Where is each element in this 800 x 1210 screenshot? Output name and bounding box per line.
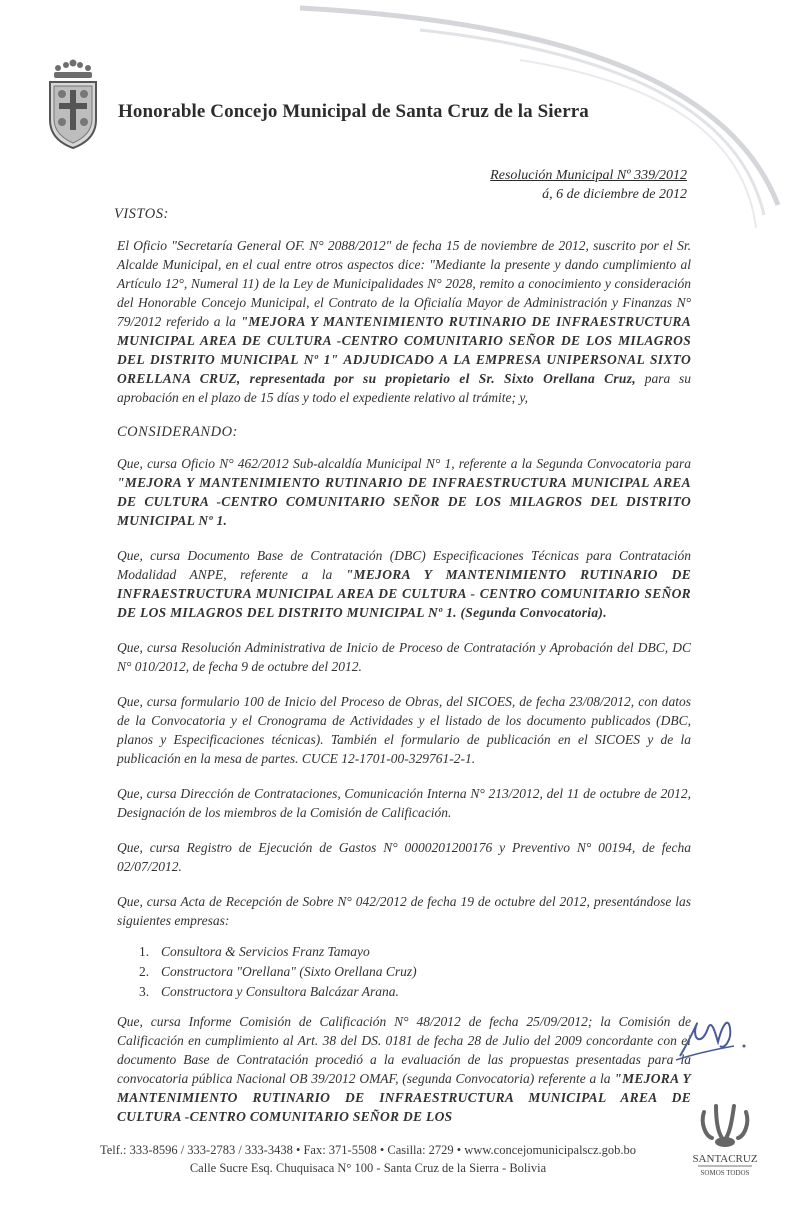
considerando-paragraph-2	[117, 546, 691, 622]
municipal-coat-of-arms-icon	[44, 58, 102, 150]
resolution-date: á, 6 de diciembre de 2012	[542, 187, 687, 202]
considerando-paragraph-5: Que, cursa Dirección de Contrataciones, Comunicación Interna N° 213/2012, del 11 de octubre de 2012, Designación de los miembros de la Comisión de Calificación.	[117, 786, 691, 820]
list-item-name: Consultora & Servicios Franz Tamayo	[161, 944, 370, 959]
organization-title: Honorable Concejo Municipal de Santa Cruz de la Sierra	[118, 101, 589, 122]
companies-list	[117, 942, 691, 1002]
logo-text-secondary: SOMOS TODOS	[700, 1169, 750, 1177]
considerando-paragraph-7: Que, cursa Acta de Recepción de Sobre N° 042/2012 de fecha 19 de octubre del 2012, presentándose las siguientes empresas:	[117, 894, 691, 928]
handwritten-signature-icon	[672, 1006, 752, 1066]
list-item-number: 1.	[139, 944, 150, 959]
paragraph-1-project-title: "MEJORA Y MANTENIMIENTO RUTINARIO DE INFRAESTRUCTURA MUNICIPAL AREA DE CULTURA -CENTRO COMUNITARIO SEÑOR DE LOS MILAGROS DEL DISTRITO MUNICIPAL Nº 1.	[117, 475, 691, 528]
santa-cruz-logo-icon	[686, 1098, 764, 1180]
resolution-block	[490, 166, 687, 204]
considerando-paragraph-8	[117, 1012, 691, 1126]
resolution-number: Resolución Municipal Nº 339/2012	[490, 168, 687, 183]
paragraph-2-intro: Que, cursa Documento Base de Contratación (DBC) Especificaciones Técnicas para Contratación Modalidad ANPE, referente a la	[117, 548, 691, 582]
list-item-name: Constructora y Consultora Balcázar Arana.	[161, 984, 399, 999]
vistos-paragraph	[117, 236, 691, 407]
considerando-paragraph-3: Que, cursa Resolución Administrativa de Inicio de Proceso de Contratación y Aprobación del DBC, DC N° 010/2012, de fecha 9 de octubre del 2012.	[117, 640, 691, 674]
vistos-heading: VISTOS:	[114, 206, 169, 222]
list-item	[139, 982, 691, 1002]
paragraph-8-intro: Que, cursa Informe Comisión de Calificación N° 48/2012 de fecha 25/09/2012; la Comisión de Calificación en cumplimiento al Art. 38 del DS. 0181 de fecha 28 de Julio del 2009 concordante con el documento Base de Contratación procedió a la evaluación de las propuestas presentadas para la convocatoria pública Nacional OB 39/2012 OMAF, (segunda Convocatoria) referente a la	[117, 1014, 691, 1086]
considerando-heading: CONSIDERANDO:	[117, 424, 238, 440]
vistos-intro: El Oficio "Secretaría General OF. N° 2088/2012" de fecha 15 de noviembre de 2012, suscrito por el Sr. Alcalde Municipal, en el cual entre otros aspectos dice: "Mediante la presente y dando cumplimiento al Artículo 12°, Numeral 11) de la Ley de Municipalidades N° 2028, remito a conocimiento y consideración del Honorable Concejo Municipal, el Contrato de la Oficialía Mayor de Administración y Finanzas N° 79/2012 referido a la	[117, 238, 691, 329]
paragraph-1-intro: Que, cursa Oficio N° 462/2012 Sub-alcaldía Municipal N° 1, referente a la Segunda Convocatoria para	[117, 456, 691, 471]
paragraph-2-project-title: "MEJORA Y MANTENIMIENTO RUTINARIO DE INFRAESTRUCTURA MUNICIPAL AREA DE CULTURA - CENTRO COMUNITARIO SEÑOR DE LOS MILAGROS DEL DISTRITO MUNICIPAL Nº 1. (Segunda Convocatoria).	[117, 567, 691, 620]
list-item	[139, 942, 691, 962]
considerando-paragraph-6: Que, cursa Registro de Ejecución de Gastos N° 0000201200176 y Preventivo N° 00194, de fecha 02/07/2012.	[117, 840, 691, 874]
footer-contact-line: Telf.: 333-8596 / 333-2783 / 333-3438 • Fax: 371-5508 • Casilla: 2729 • www.concejomunicipalscz.gob.bo	[99, 1143, 637, 1157]
list-item	[139, 962, 691, 982]
list-item-name: Constructora "Orellana" (Sixto Orellana Cruz)	[161, 964, 417, 979]
footer-contact	[48, 1141, 688, 1177]
considerando-paragraph-1	[117, 454, 691, 530]
vistos-project-title: "MEJORA Y MANTENIMIENTO RUTINARIO DE INFRAESTRUCTURA MUNICIPAL AREA DE CULTURA -CENTRO COMUNITARIO SEÑOR DE LOS MILAGROS DEL DISTRITO MUNICIPAL Nº 1" ADJUDICADO A LA EMPRESA UNIPERSONAL SIXTO ORELLANA CRUZ, representada por su propietario el Sr. Sixto Orellana Cruz,	[117, 314, 692, 386]
list-item-number: 3.	[139, 984, 150, 999]
vistos-outro: para su aprobación en el plazo de 15 días y todo el expediente relativo al trámite; y,	[117, 371, 691, 405]
footer-address-line: Calle Sucre Esq. Chuquisaca N° 100 - Santa Cruz de la Sierra - Bolivia	[189, 1161, 547, 1175]
logo-text-primary: SANTACRUZ	[692, 1153, 758, 1165]
considerando-paragraph-4: Que, cursa formulario 100 de Inicio del Proceso de Obras, del SICOES, de fecha 23/08/2012, con datos de la Convocatoria y el Cronograma de Actividades y el listado de los documento publicados (DBC, planos y Especificaciones técnicas). También el formulario de publicación en el SICOES y de la publicación en la mesa de partes. CUCE 12-1701-00-329761-2-1.	[117, 694, 691, 766]
paragraph-8-project-title: "MEJORA Y MANTENIMIENTO RUTINARIO DE INFRAESTRUCTURA MUNICIPAL AREA DE CULTURA -CENTRO COMUNITARIO SEÑOR DE LOS	[117, 1071, 692, 1124]
list-item-number: 2.	[139, 964, 150, 979]
document-body	[114, 205, 692, 1142]
